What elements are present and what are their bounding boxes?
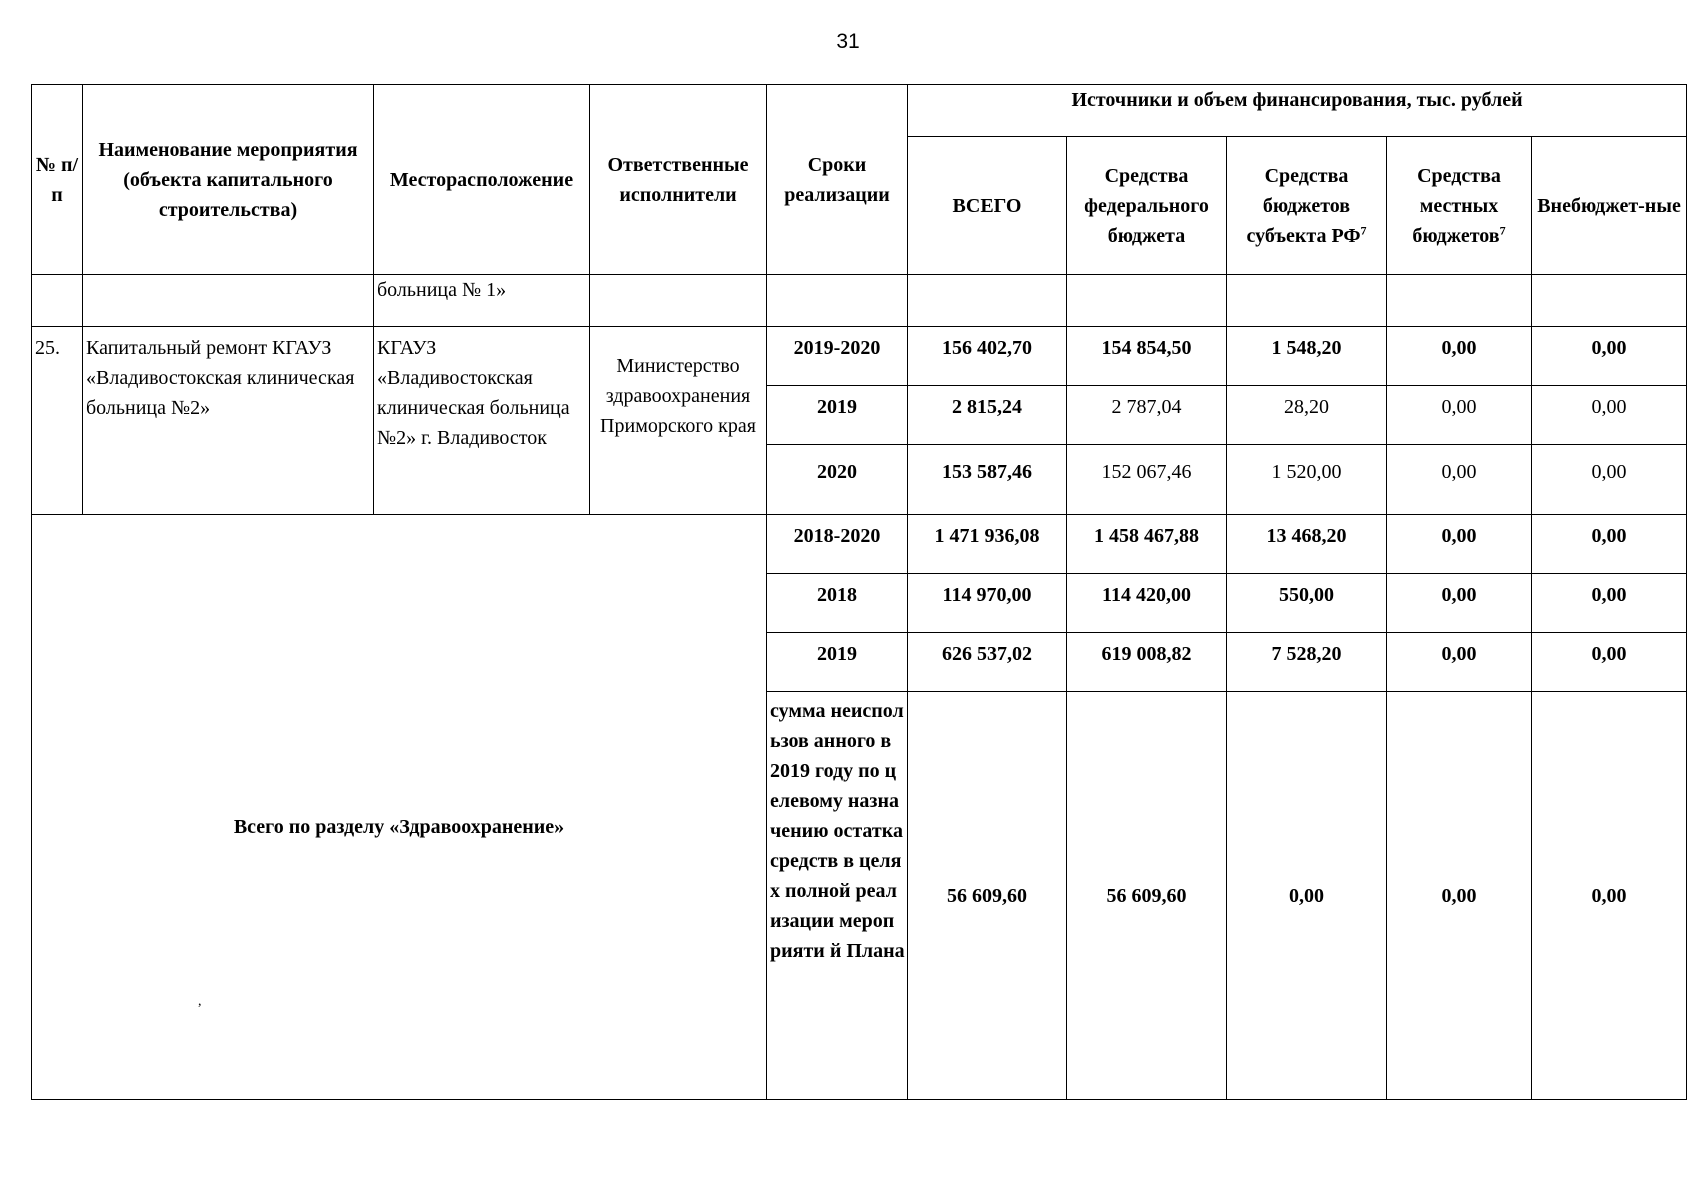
header-location: Месторасположение (374, 85, 590, 275)
total-total: 1 471 936,08 (908, 515, 1067, 574)
header-subject: Средства бюджетов субъекта $РФ^7$ (1227, 137, 1387, 275)
total-extra: 0,00 (1532, 633, 1687, 692)
table-row (32, 327, 1687, 386)
total-federal: 1 458 467,88 (1067, 515, 1227, 574)
total-subject: 550,00 (1227, 574, 1387, 633)
item-term: 2020 (767, 445, 908, 515)
header-name: Наименование мероприятия (объекта капитального строительства) (83, 85, 374, 275)
financing-table (31, 84, 1687, 1100)
total-extra: 0,00 (1532, 515, 1687, 574)
item-total: 153 587,46 (908, 445, 1067, 515)
header-total: ВСЕГО (908, 137, 1067, 275)
item-responsible: Министерство здравоохранения Приморского края (590, 327, 767, 515)
total-subject: 13 468,20 (1227, 515, 1387, 574)
total-term: 2018 (767, 574, 908, 633)
total-total: 626 537,02 (908, 633, 1067, 692)
item-location: КГАУЗ «Владивостокская клиническая больница №2» г. Владивосток (374, 327, 590, 515)
item-local: 0,00 (1387, 386, 1532, 445)
item-term: 2019-2020 (767, 327, 908, 386)
section-total-label: Всего по разделу «Здравоохранение» (32, 515, 767, 1100)
total-extra: 0,00 (1532, 574, 1687, 633)
header-federal: Средства федерального бюджета (1067, 137, 1227, 275)
table-row (32, 515, 1687, 574)
total-extra: 0,00 (1532, 692, 1687, 1100)
total-subject: 0,00 (1227, 692, 1387, 1100)
item-name: Капитальный ремонт КГАУЗ «Владивостокская клиническая больница №2» (83, 327, 374, 515)
item-local: 0,00 (1387, 445, 1532, 515)
total-total: 114 970,00 (908, 574, 1067, 633)
item-num: 25. (32, 327, 83, 515)
item-total: 2 815,24 (908, 386, 1067, 445)
item-term: 2019 (767, 386, 908, 445)
header-local: Средства местных бюджетов$^7$ (1387, 137, 1532, 275)
total-federal: 619 008,82 (1067, 633, 1227, 692)
table-row (32, 275, 1687, 327)
total-total: 56 609,60 (908, 692, 1067, 1100)
item-extra: 0,00 (1532, 386, 1687, 445)
header-num: № п/п (32, 85, 83, 275)
item-subject: 28,20 (1227, 386, 1387, 445)
total-term-note: сумма неиспользов анного в 2019 году по целевому назначению остатка средств в целях полной реализации мероприяти й Плана (767, 692, 908, 1100)
item-subject: 1 548,20 (1227, 327, 1387, 386)
item-federal: 154 854,50 (1067, 327, 1227, 386)
total-federal: 114 420,00 (1067, 574, 1227, 633)
total-local: 0,00 (1387, 574, 1532, 633)
header-financing: Источники и объем финансирования, тыс. рублей (908, 85, 1687, 137)
total-federal: 56 609,60 (1067, 692, 1227, 1100)
total-local: 0,00 (1387, 633, 1532, 692)
total-term: 2019 (767, 633, 908, 692)
total-term: 2018-2020 (767, 515, 908, 574)
total-local: 0,00 (1387, 692, 1532, 1100)
total-local: 0,00 (1387, 515, 1532, 574)
header-terms: Сроки реализации (767, 85, 908, 275)
stray-mark: , (198, 994, 202, 1009)
item-total: 156 402,70 (908, 327, 1067, 386)
header-responsible: Ответственные исполнители (590, 85, 767, 275)
item-extra: 0,00 (1532, 327, 1687, 386)
continuation-location: больница № 1» (374, 275, 590, 327)
header-extra: Внебюджет-ные (1532, 137, 1687, 275)
item-federal: 152 067,46 (1067, 445, 1227, 515)
item-local: 0,00 (1387, 327, 1532, 386)
total-subject: 7 528,20 (1227, 633, 1387, 692)
item-extra: 0,00 (1532, 445, 1687, 515)
item-subject: 1 520,00 (1227, 445, 1387, 515)
page-number: 31 (836, 30, 860, 53)
item-federal: 2 787,04 (1067, 386, 1227, 445)
